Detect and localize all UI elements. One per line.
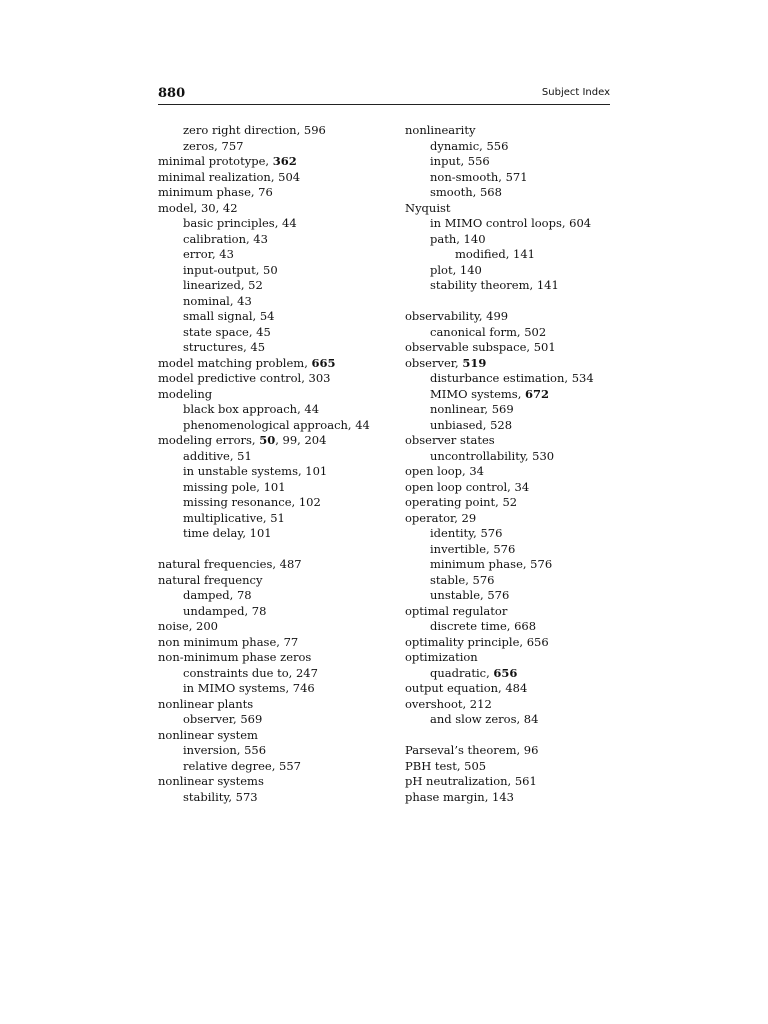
index-subentry bbox=[158, 402, 388, 418]
entry-text: in unstable systems, 101 bbox=[183, 464, 328, 478]
index-subentry bbox=[405, 573, 635, 589]
entry-text: uncontrollability, 530 bbox=[430, 448, 555, 463]
index-entry bbox=[158, 371, 388, 387]
entry-text: multiplicative, 51 bbox=[183, 510, 285, 525]
entry-text: input, 556 bbox=[430, 154, 490, 168]
index-subentry bbox=[158, 216, 388, 232]
entry-text: minimal prototype, bbox=[158, 154, 273, 168]
index-subentry bbox=[405, 557, 635, 573]
index-entry bbox=[158, 573, 388, 589]
entry-text: damped, 78 bbox=[183, 588, 252, 602]
entry-text: minimum phase, 576 bbox=[430, 557, 553, 571]
entry-text: identity, 576 bbox=[430, 526, 503, 540]
index-gap bbox=[405, 728, 635, 744]
index-subentry bbox=[158, 263, 388, 279]
index-subentry bbox=[405, 278, 635, 294]
index-subentry bbox=[405, 325, 635, 341]
entry-text: non-smooth, 571 bbox=[430, 169, 528, 184]
entry-text: natural frequencies, 487 bbox=[158, 557, 302, 571]
index-column-right bbox=[405, 123, 635, 805]
running-head: Subject Index bbox=[541, 87, 610, 98]
index-entry bbox=[158, 728, 388, 744]
index-entry bbox=[405, 495, 635, 511]
entry-text: stability, 573 bbox=[183, 789, 258, 804]
index-subentry bbox=[158, 139, 388, 155]
entry-text: unstable, 576 bbox=[430, 588, 510, 602]
entry-text: nonlinear systems bbox=[158, 774, 264, 788]
entry-text: output equation, 484 bbox=[405, 681, 528, 695]
entry-text: Parseval’s theorem, 96 bbox=[405, 743, 539, 757]
entry-text: path, 140 bbox=[430, 231, 486, 246]
index-entry bbox=[405, 464, 635, 480]
index-subentry bbox=[158, 511, 388, 527]
index-subentry bbox=[158, 294, 388, 310]
entry-text: constraints due to, 247 bbox=[183, 665, 318, 680]
entry-text: unbiased, 528 bbox=[430, 417, 513, 432]
entry-text: additive, 51 bbox=[183, 448, 252, 463]
index-subentry bbox=[405, 666, 635, 682]
index-entry bbox=[158, 697, 388, 713]
index-subentry bbox=[158, 464, 388, 480]
entry-text: modeling errors, bbox=[158, 433, 260, 447]
index-entry bbox=[405, 309, 635, 325]
page-ref-bold: 672 bbox=[525, 386, 550, 401]
entry-text: , 99, 204 bbox=[275, 433, 327, 447]
entry-text: dynamic, 556 bbox=[430, 138, 509, 153]
index-entry bbox=[405, 743, 635, 759]
entry-text: in MIMO control loops, 604 bbox=[430, 216, 592, 230]
index-entry bbox=[158, 185, 388, 201]
index-subentry bbox=[405, 139, 635, 155]
index-subentry bbox=[158, 309, 388, 325]
index-subentry bbox=[158, 449, 388, 465]
index-subentry bbox=[158, 278, 388, 294]
index-entry bbox=[405, 697, 635, 713]
entry-text: natural frequency bbox=[158, 572, 263, 587]
index-entry bbox=[405, 433, 635, 449]
entry-text: observable subspace, 501 bbox=[405, 340, 556, 354]
entry-text: pH neutralization, 561 bbox=[405, 774, 537, 788]
index-subentry bbox=[405, 170, 635, 186]
index-subentry bbox=[158, 681, 388, 697]
page-header bbox=[158, 86, 610, 104]
index-subentry bbox=[405, 371, 635, 387]
entry-text: observer, 569 bbox=[183, 712, 263, 726]
index-entry bbox=[158, 170, 388, 186]
entry-text: time delay, 101 bbox=[183, 526, 272, 540]
index-entry bbox=[405, 340, 635, 356]
index-subentry bbox=[158, 759, 388, 775]
index-entry bbox=[158, 433, 388, 449]
index-subentry bbox=[158, 418, 388, 434]
entry-text: PBH test, 505 bbox=[405, 758, 487, 773]
index-entry bbox=[158, 774, 388, 790]
entry-text: zeros, 757 bbox=[183, 138, 244, 153]
index-subentry bbox=[158, 247, 388, 263]
entry-text: optimality principle, 656 bbox=[405, 634, 549, 649]
entry-text: nonlinear plants bbox=[158, 696, 254, 711]
entry-text: operating point, 52 bbox=[405, 495, 518, 509]
entry-text: optimal regulator bbox=[405, 603, 508, 618]
index-subentry bbox=[405, 526, 635, 542]
entry-text: small signal, 54 bbox=[183, 309, 275, 323]
index-entry bbox=[405, 511, 635, 527]
index-subentry bbox=[158, 232, 388, 248]
entry-text: structures, 45 bbox=[183, 340, 266, 354]
entry-text: smooth, 568 bbox=[430, 185, 502, 199]
entry-text: non minimum phase, 77 bbox=[158, 634, 299, 649]
entry-text: discrete time, 668 bbox=[430, 619, 537, 633]
entry-text: model matching problem, bbox=[158, 355, 312, 370]
entry-text: basic principles, 44 bbox=[183, 216, 297, 230]
entry-text: black box approach, 44 bbox=[183, 402, 320, 416]
page-ref-bold: 656 bbox=[493, 665, 518, 680]
index-subentry bbox=[405, 449, 635, 465]
entry-text: inversion, 556 bbox=[183, 743, 267, 757]
index-subentry bbox=[158, 340, 388, 356]
entry-text: model, 30, 42 bbox=[158, 200, 238, 215]
page-ref-bold: 665 bbox=[311, 355, 336, 370]
index-entry bbox=[405, 790, 635, 806]
entry-text: disturbance estimation, 534 bbox=[430, 371, 594, 385]
entry-text: optimization bbox=[405, 650, 478, 664]
index-column-left bbox=[158, 123, 388, 805]
entry-text: modified, 141 bbox=[455, 247, 535, 261]
entry-text: open loop control, 34 bbox=[405, 479, 530, 494]
index-entry bbox=[158, 201, 388, 217]
index-entry bbox=[158, 635, 388, 651]
index-entry bbox=[158, 557, 388, 573]
entry-text: modeling bbox=[158, 386, 213, 401]
index-entry bbox=[405, 650, 635, 666]
index-subentry bbox=[405, 588, 635, 604]
page-number: 880 bbox=[158, 86, 186, 101]
index-entry bbox=[158, 387, 388, 403]
entry-text: minimal realization, 504 bbox=[158, 169, 301, 184]
entry-text: missing pole, 101 bbox=[183, 479, 286, 494]
page-ref-bold: 50 bbox=[259, 433, 276, 447]
index-subentry bbox=[405, 185, 635, 201]
entry-text: overshoot, 212 bbox=[405, 696, 492, 711]
index-subentry bbox=[158, 604, 388, 620]
index-subentry bbox=[158, 480, 388, 496]
index-subentry bbox=[158, 743, 388, 759]
entry-text: open loop, 34 bbox=[405, 464, 484, 478]
entry-text: invertible, 576 bbox=[430, 541, 516, 556]
entry-text: canonical form, 502 bbox=[430, 324, 547, 339]
index-subentry bbox=[405, 402, 635, 418]
index-entry bbox=[158, 356, 388, 372]
entry-text: nonlinear, 569 bbox=[430, 402, 514, 416]
index-entry bbox=[405, 123, 635, 139]
index-entry bbox=[158, 154, 388, 170]
index-subentry bbox=[405, 542, 635, 558]
entry-text: Nyquist bbox=[405, 200, 451, 215]
entry-text: nominal, 43 bbox=[183, 293, 252, 308]
entry-text: observer, bbox=[405, 355, 463, 370]
header-rule bbox=[158, 104, 610, 105]
entry-text: input-output, 50 bbox=[183, 262, 278, 277]
index-subentry bbox=[158, 123, 388, 139]
index-subentry bbox=[405, 619, 635, 635]
entry-text: quadratic, bbox=[430, 665, 494, 680]
index-subentry bbox=[158, 588, 388, 604]
page-ref-bold: 519 bbox=[462, 355, 487, 370]
index-entry bbox=[405, 201, 635, 217]
index-subentry bbox=[405, 216, 635, 232]
entry-text: in MIMO systems, 746 bbox=[183, 681, 315, 695]
index-subentry bbox=[405, 263, 635, 279]
entry-text: linearized, 52 bbox=[183, 278, 263, 292]
index-subentry bbox=[158, 526, 388, 542]
entry-text: model predictive control, 303 bbox=[158, 371, 331, 385]
entry-text: MIMO systems, bbox=[430, 386, 526, 401]
index-entry bbox=[405, 635, 635, 651]
entry-text: phenomenological approach, 44 bbox=[183, 417, 370, 432]
index-subentry bbox=[158, 712, 388, 728]
entry-text: zero right direction, 596 bbox=[183, 123, 326, 137]
index-subentry bbox=[405, 712, 635, 728]
index-gap bbox=[158, 542, 388, 558]
entry-text: minimum phase, 76 bbox=[158, 185, 273, 199]
entry-text: phase margin, 143 bbox=[405, 789, 514, 804]
index-entry bbox=[405, 356, 635, 372]
entry-text: stability theorem, 141 bbox=[430, 278, 559, 292]
index-subentry bbox=[405, 232, 635, 248]
index-gap bbox=[405, 294, 635, 310]
index-subentry bbox=[405, 387, 635, 403]
entry-text: operator, 29 bbox=[405, 510, 477, 525]
index-entry bbox=[158, 619, 388, 635]
index-entry bbox=[158, 650, 388, 666]
entry-text: stable, 576 bbox=[430, 572, 495, 587]
index-subentry bbox=[158, 790, 388, 806]
entry-text: state space, 45 bbox=[183, 324, 271, 339]
entry-text: noise, 200 bbox=[158, 619, 218, 633]
entry-text: undamped, 78 bbox=[183, 603, 267, 618]
page-ref-bold: 362 bbox=[272, 154, 297, 168]
index-entry bbox=[405, 774, 635, 790]
entry-text: plot, 140 bbox=[430, 262, 482, 277]
index-entry bbox=[405, 681, 635, 697]
entry-text: calibration, 43 bbox=[183, 231, 268, 246]
index-entry bbox=[405, 480, 635, 496]
entry-text: observer states bbox=[405, 433, 495, 447]
entry-text: nonlinear system bbox=[158, 727, 258, 742]
entry-text: missing resonance, 102 bbox=[183, 495, 321, 509]
index-subentry bbox=[405, 154, 635, 170]
entry-text: observability, 499 bbox=[405, 309, 509, 323]
index-entry bbox=[405, 604, 635, 620]
entry-text: non-minimum phase zeros bbox=[158, 650, 312, 664]
entry-text: relative degree, 557 bbox=[183, 758, 301, 773]
index-subentry bbox=[158, 325, 388, 341]
index-subentry bbox=[158, 666, 388, 682]
entry-text: nonlinearity bbox=[405, 123, 476, 137]
index-subentry bbox=[405, 418, 635, 434]
index-subentry bbox=[405, 247, 635, 263]
entry-text: error, 43 bbox=[183, 247, 234, 261]
entry-text: and slow zeros, 84 bbox=[430, 712, 539, 726]
index-subentry bbox=[158, 495, 388, 511]
index-entry bbox=[405, 759, 635, 775]
